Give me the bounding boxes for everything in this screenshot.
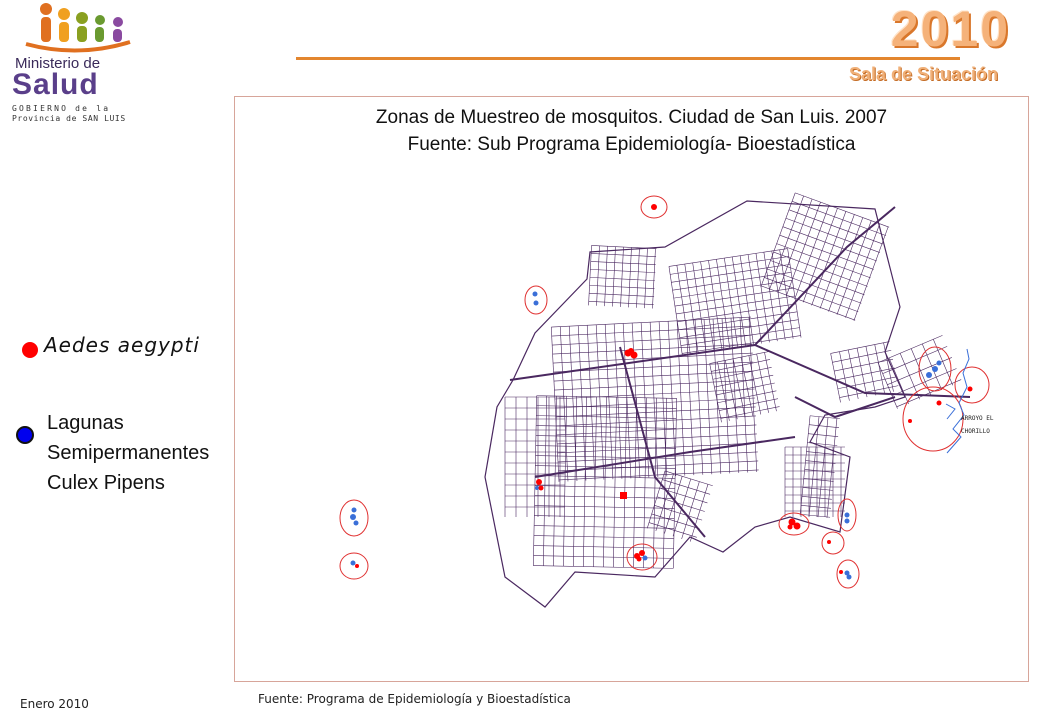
street bbox=[554, 362, 754, 372]
logo-gobierno-text: GOBIERNO de la bbox=[12, 104, 111, 113]
aedes-point bbox=[794, 523, 801, 530]
street bbox=[605, 246, 608, 306]
street bbox=[632, 323, 640, 478]
street bbox=[557, 434, 757, 444]
street bbox=[590, 269, 655, 272]
header-subtitle: Sala de Situación bbox=[848, 64, 998, 84]
street bbox=[922, 344, 941, 390]
street bbox=[892, 369, 956, 396]
street bbox=[676, 296, 795, 314]
aedes-point bbox=[536, 479, 542, 485]
street bbox=[603, 397, 606, 567]
zone-ring bbox=[955, 367, 989, 403]
street bbox=[636, 248, 639, 308]
street bbox=[740, 256, 753, 345]
logo-figures-icon bbox=[26, 3, 130, 51]
culex-point bbox=[845, 513, 850, 518]
street bbox=[878, 335, 942, 362]
culex-point bbox=[845, 519, 850, 524]
street bbox=[613, 247, 616, 307]
street bbox=[673, 272, 792, 290]
street bbox=[596, 325, 604, 480]
street bbox=[671, 264, 790, 282]
street bbox=[674, 280, 793, 298]
aedes-point bbox=[637, 557, 642, 562]
culex-point bbox=[643, 556, 648, 561]
culex-point bbox=[352, 508, 357, 513]
street bbox=[559, 470, 759, 480]
street bbox=[552, 335, 752, 345]
street bbox=[740, 318, 748, 473]
zone-ring bbox=[340, 553, 368, 579]
culex-point bbox=[926, 372, 932, 378]
logo-salud-text: Salud bbox=[12, 68, 99, 101]
logo-provincia-text: Provincia de SAN LUIS bbox=[12, 114, 126, 123]
culex-point bbox=[932, 366, 938, 372]
street bbox=[591, 253, 656, 256]
aedes-point bbox=[539, 486, 544, 491]
street bbox=[838, 377, 897, 389]
street bbox=[628, 247, 631, 307]
street bbox=[704, 319, 712, 474]
aedes-point bbox=[639, 550, 645, 556]
street bbox=[831, 342, 890, 354]
culex-point bbox=[351, 561, 356, 566]
street bbox=[809, 417, 819, 517]
street bbox=[590, 285, 655, 288]
street bbox=[836, 368, 895, 380]
legend-lagunas-line3: Culex Pipens bbox=[47, 472, 165, 494]
street bbox=[748, 255, 761, 344]
street bbox=[597, 246, 600, 306]
legend-lagunas-line2: Semipermanentes bbox=[47, 442, 210, 464]
street bbox=[806, 452, 836, 455]
zone-ring bbox=[822, 532, 844, 554]
street bbox=[583, 397, 586, 567]
header-divider bbox=[296, 57, 960, 60]
zone-ring bbox=[903, 387, 963, 451]
street bbox=[621, 247, 624, 307]
street bbox=[809, 425, 839, 428]
street bbox=[613, 397, 616, 567]
street bbox=[551, 317, 751, 327]
street bbox=[589, 301, 654, 304]
legend-culex-dot bbox=[16, 426, 34, 444]
street bbox=[669, 249, 788, 267]
header-year: 2010 bbox=[890, 1, 1010, 57]
map-title-line1: Zonas de Muestreo de mosquitos. Ciudad de San Luis. 2007 bbox=[375, 107, 888, 128]
aedes-points bbox=[355, 204, 973, 574]
street bbox=[756, 253, 769, 342]
culex-point bbox=[534, 301, 539, 306]
logo-ministerio-text: Ministerio de bbox=[15, 55, 101, 72]
street bbox=[543, 396, 546, 566]
legend-aedes-dot bbox=[22, 342, 38, 358]
street bbox=[818, 418, 828, 518]
legend-aedes-label: Aedes aegypti bbox=[44, 333, 200, 357]
street bbox=[592, 245, 657, 248]
culex-point bbox=[535, 486, 539, 490]
aedes-point bbox=[788, 525, 793, 530]
street bbox=[713, 319, 721, 474]
street bbox=[803, 487, 833, 490]
street bbox=[553, 353, 753, 363]
aedes-point bbox=[937, 401, 942, 406]
street bbox=[677, 265, 690, 354]
aedes-point bbox=[651, 204, 657, 210]
street bbox=[551, 327, 559, 482]
street bbox=[590, 277, 655, 280]
street bbox=[553, 396, 556, 566]
culex-point bbox=[847, 575, 852, 580]
street bbox=[533, 396, 536, 566]
street bbox=[780, 250, 793, 339]
street bbox=[807, 443, 837, 446]
street bbox=[633, 398, 636, 568]
street bbox=[643, 398, 646, 568]
river-line bbox=[946, 404, 955, 419]
street bbox=[800, 416, 810, 516]
street bbox=[556, 407, 756, 417]
street bbox=[591, 261, 656, 264]
culex-point bbox=[533, 292, 538, 297]
zone-ring bbox=[525, 286, 547, 314]
street bbox=[669, 266, 682, 355]
footer-date: Enero 2010 bbox=[20, 697, 89, 711]
street bbox=[578, 326, 586, 481]
aedes-point bbox=[968, 387, 973, 392]
street bbox=[675, 288, 794, 306]
street bbox=[641, 323, 649, 478]
street bbox=[569, 326, 577, 481]
street bbox=[693, 263, 706, 352]
culex-point bbox=[350, 514, 356, 520]
street bbox=[724, 258, 737, 347]
street bbox=[554, 371, 754, 381]
aedes-point bbox=[355, 564, 359, 568]
aedes-point bbox=[827, 540, 831, 544]
street bbox=[652, 249, 655, 309]
aedes-point bbox=[628, 348, 634, 354]
aedes-point bbox=[620, 492, 627, 499]
aedes-point bbox=[908, 419, 912, 423]
map-title-line2: Fuente: Sub Programa Epidemiología- Bioestadística bbox=[407, 134, 856, 155]
footer-source: Fuente: Programa de Epidemiología y Bioestadística bbox=[258, 692, 571, 706]
street bbox=[558, 461, 758, 471]
aedes-point bbox=[839, 570, 843, 574]
street bbox=[644, 248, 647, 308]
street bbox=[681, 328, 800, 346]
sampling-zones bbox=[340, 196, 989, 588]
street bbox=[663, 398, 666, 568]
river-label: ARROYO EL bbox=[961, 415, 994, 422]
legend-lagunas-line1: Lagunas bbox=[47, 412, 124, 434]
street bbox=[623, 397, 626, 567]
street bbox=[593, 397, 596, 567]
street bbox=[840, 386, 899, 398]
street bbox=[589, 293, 654, 296]
street bbox=[801, 505, 831, 508]
street bbox=[732, 257, 745, 346]
street bbox=[708, 260, 721, 349]
street-grid bbox=[485, 193, 961, 607]
river-label: CHORILLO bbox=[961, 428, 990, 435]
culex-point bbox=[354, 521, 359, 526]
street bbox=[834, 359, 893, 371]
street bbox=[623, 323, 631, 478]
culex-point bbox=[937, 361, 942, 366]
city-map bbox=[235, 97, 1027, 679]
street-lines bbox=[505, 193, 961, 568]
